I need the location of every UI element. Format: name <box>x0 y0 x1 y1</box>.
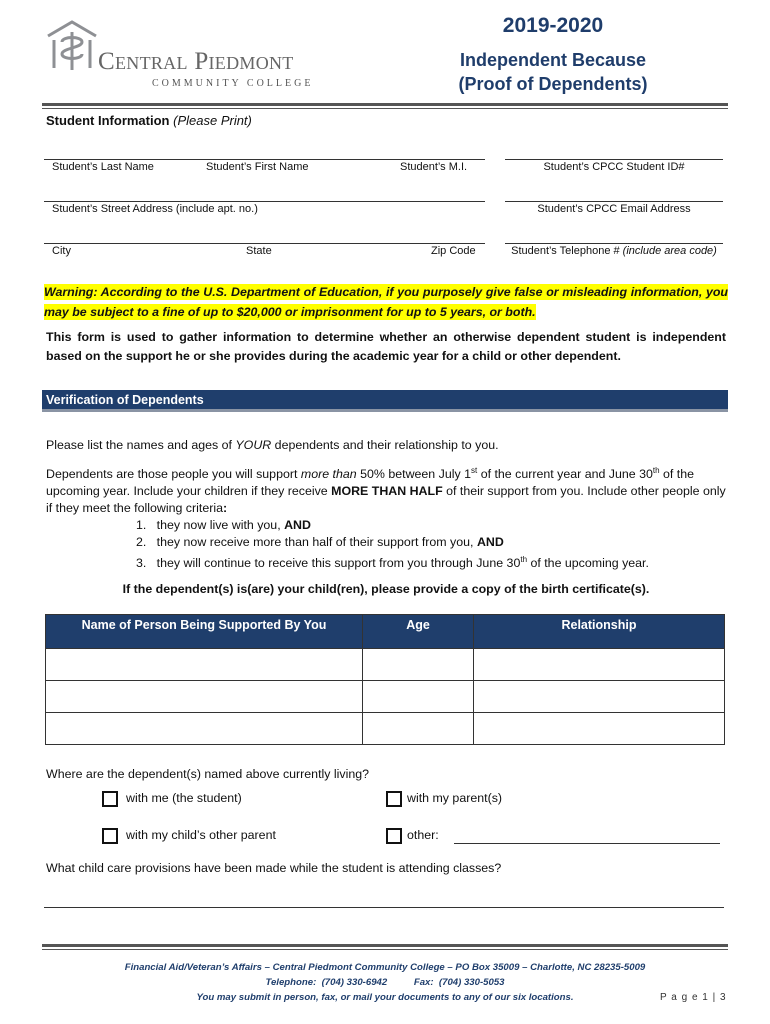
first-name-label: Student’s First Name <box>206 161 309 173</box>
street-address-label: Student’s Street Address (include apt. no.) <box>52 203 258 215</box>
with-child-parent-label: with my child’s other parent <box>126 828 276 842</box>
criteria-item <box>136 534 504 551</box>
form-title <box>440 48 666 96</box>
relationship-cell[interactable] <box>474 649 725 681</box>
state-label: State <box>246 245 272 257</box>
footer-contact: Telephone: (704) 330-6942 Fax: (704) 330-5053 <box>265 977 505 988</box>
def-part-5: of their support from you. Include other people only if they meet the following criteria <box>46 484 726 516</box>
footer-divider-thin <box>42 949 728 950</box>
footer-submit-note: You may submit in person, fax, or mail your documents to any of our six locations. <box>196 992 574 1003</box>
page-number: P a g e 1 | 3 <box>660 992 727 1003</box>
other-field[interactable] <box>454 843 720 844</box>
city-label: City <box>52 245 71 257</box>
student-info-heading-note: (Please Print) <box>173 113 252 128</box>
def-colon: : <box>223 501 228 516</box>
column-header-name: Name of Person Being Supported By You <box>46 615 363 649</box>
def-sup-2: th <box>652 466 660 475</box>
column-header-relationship: Relationship <box>474 615 725 649</box>
criteria-text: they now live with you, <box>156 518 285 532</box>
student-id-label: Student’s CPCC Student ID# <box>543 161 685 173</box>
criteria-num: 3. <box>136 556 147 571</box>
warning-notice <box>44 282 728 322</box>
other-label: other: <box>407 828 439 842</box>
criteria-text: they now receive more than half of their support from you, <box>156 535 477 549</box>
def-part-2: 50% between July 1 <box>356 467 472 482</box>
def-sup-1: st <box>471 466 478 475</box>
def-part-3: of the current year and June 30 <box>477 467 653 482</box>
list-prompt <box>46 437 730 454</box>
email-field[interactable] <box>505 201 723 202</box>
name-cell[interactable] <box>46 681 363 713</box>
child-care-field[interactable] <box>44 907 724 908</box>
footer-address: Financial Aid/Veteran’s Affairs – Central Piedmont Community College – PO Box 35009 – Charlotte, NC 28235-5009 <box>124 962 646 973</box>
list-prompt-a: Please list the names and ages of <box>46 438 236 452</box>
student-info-heading <box>46 113 252 128</box>
street-address-field[interactable] <box>44 201 485 202</box>
last-first-mi-field[interactable] <box>44 159 485 160</box>
telephone-label-note: (include area code) <box>622 245 717 257</box>
list-prompt-b: dependents and their relationship to you. <box>271 438 499 452</box>
header-divider <box>42 103 728 106</box>
email-label: Student’s CPCC Email Address <box>537 203 691 215</box>
table-row <box>46 681 725 713</box>
form-year: 2019-2020 <box>502 14 604 37</box>
criteria-sup: th <box>520 555 528 564</box>
age-cell[interactable] <box>363 649 474 681</box>
form-purpose: This form is used to gather information to determine whether an otherwise dependent student is independent based on the support he or she provides during the academic year for a child or other dependent. <box>46 330 726 363</box>
table-header-row <box>46 615 725 649</box>
name-cell[interactable] <box>46 649 363 681</box>
telephone-label-text: Student’s Telephone # <box>511 245 620 257</box>
header-divider-thin <box>42 108 728 109</box>
criteria-bold: AND <box>476 535 504 549</box>
table-row <box>46 713 725 745</box>
college-name: Central Piedmont <box>98 48 294 75</box>
form-title-line2: (Proof of Dependents) <box>458 74 648 94</box>
def-bold: MORE THAN HALF <box>331 484 443 499</box>
with-parents-checkbox[interactable] <box>386 791 402 807</box>
dependents-table <box>45 614 725 745</box>
criteria-num: 2. <box>136 535 147 549</box>
form-title-line1: Independent Because <box>459 50 647 70</box>
living-question: Where are the dependent(s) named above currently living? <box>46 767 370 781</box>
verification-title: Verification of Dependents <box>46 393 204 407</box>
verification-section-bar <box>42 390 728 412</box>
college-logo-icon <box>44 18 100 74</box>
name-cell[interactable] <box>46 713 363 745</box>
with-student-label: with me (the student) <box>126 791 242 805</box>
criteria-tail: of the upcoming year. <box>527 556 649 571</box>
relationship-cell[interactable] <box>474 713 725 745</box>
telephone-field[interactable] <box>505 243 723 244</box>
table-row <box>46 649 725 681</box>
city-state-zip-field[interactable] <box>44 243 485 244</box>
list-prompt-em: YOUR <box>235 438 272 452</box>
last-name-label: Student’s Last Name <box>52 161 154 173</box>
age-cell[interactable] <box>363 681 474 713</box>
footer-divider <box>42 944 728 947</box>
criteria-bold: AND <box>284 518 311 532</box>
criteria-num: 1. <box>136 518 147 532</box>
column-header-age: Age <box>363 615 474 649</box>
criteria-item <box>136 551 649 572</box>
child-care-question: What child care provisions have been made while the student is attending classes? <box>46 861 502 875</box>
with-parents-label: with my parent(s) <box>407 791 503 805</box>
student-info-heading-text: Student Information <box>46 113 170 128</box>
age-cell[interactable] <box>363 713 474 745</box>
with-child-parent-checkbox[interactable] <box>102 828 118 844</box>
criteria-text: they will continue to receive this support from you through June 30 <box>156 556 521 571</box>
zip-label: Zip Code <box>431 245 476 257</box>
def-part-4: of the upcoming year. Include your children if they receive <box>46 467 695 499</box>
warning-text: Warning: According to the U.S. Department of Education, if you purposely give false or misleading information, you may be subject to a fine of up to $20,000 or imprisonment for up to 5 years, or both. <box>44 285 728 319</box>
mi-label: Student’s M.I. <box>400 161 468 173</box>
with-student-checkbox[interactable] <box>102 791 118 807</box>
other-checkbox[interactable] <box>386 828 402 844</box>
def-part-1: Dependents are those people you will support <box>46 467 301 482</box>
relationship-cell[interactable] <box>474 681 725 713</box>
student-id-field[interactable] <box>505 159 723 160</box>
telephone-label <box>505 245 723 257</box>
college-subtitle: COMMUNITY COLLEGE <box>152 78 314 89</box>
criteria-item <box>136 517 311 534</box>
dependent-definition <box>46 462 730 517</box>
def-em: more than <box>300 467 357 482</box>
birth-certificate-note: If the dependent(s) is(are) your child(ren), please provide a copy of the birth certificate(s). <box>122 582 650 596</box>
